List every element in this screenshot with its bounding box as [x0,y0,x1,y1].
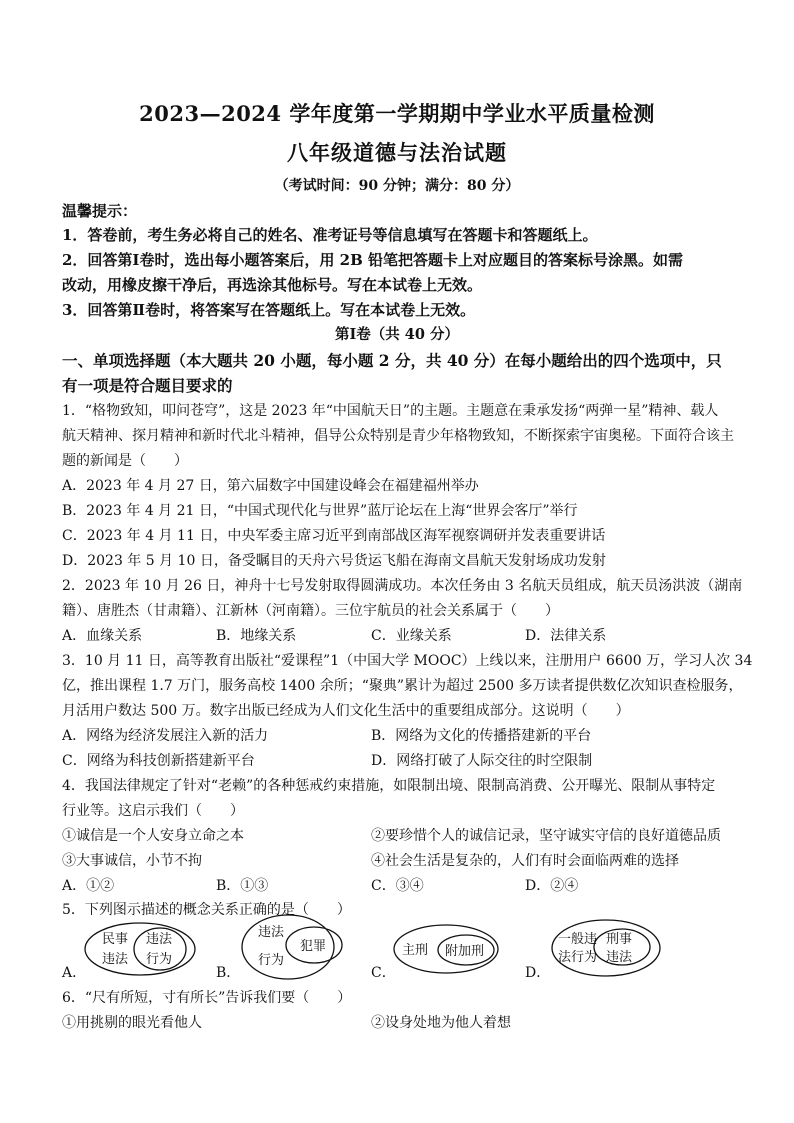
q1-stem-line1: 1．“格物致知，叩问苍穹”，这是 2023 年“中国航天日”的主题。主题意在秉承发扬“两弹一星”精神、载人 [62,403,719,419]
q4-statement-3: ③大事诚信，小节不拘 [62,853,202,869]
tip-2-line1: 2．回答第Ⅰ卷时，选出每小题答案后，用 2B 铅笔把答题卡上对应题目的答案标号涂黑。如需 [62,251,684,269]
exam-title: 2023—2024 学年度第一学期期中学业水平质量检测 [139,101,655,126]
diagram-c-inner-label: 附加刑 [445,944,485,959]
section-heading-line1: 一、单项选择题（本大题共 20 小题，每小题 2 分，共 40 分）在每小题给出的四个选项中，只 [62,351,722,370]
diagram-d-inner-label: 刑事 [606,932,633,947]
diagram-d-outer-label2: 法行为 [558,950,598,965]
q5-diagram-a [82,920,202,978]
exam-time-info: （考试时间：90 分钟；满分：80 分） [274,178,520,194]
q2-option-b: B．地缘关系 [216,628,297,644]
outer-ellipse [552,920,660,976]
diagram-c-outer-label: 主刑 [402,943,429,958]
q4-statement-4: ④社会生活是复杂的，人们有时会面临两难的选择 [371,853,679,869]
section-heading-line2: 有一项是符合题目要求的 [62,376,233,395]
q3-option-b: B．网络为文化的传播搭建新的平台 [371,728,592,744]
q5-option-d: D． [525,965,551,981]
exam-subtitle: 八年级道德与法治试题 [287,140,507,165]
q6-stem: 6．“尺有所短，寸有所长”告诉我们要（ ） [62,990,352,1006]
diagram-a-outer-label2: 违法 [102,952,129,967]
q1-option-a: A．2023 年 4 月 27 日，第六届数字中国建设峰会在福建福州举办 [62,478,479,494]
q3-option-d: D．网络打破了人际交往的时空限制 [371,753,593,769]
q5-option-a: A． [62,965,87,981]
outer-ellipse [85,923,195,975]
q4-option-d: D．②④ [525,878,579,894]
q5-option-c: C． [371,965,396,981]
q1-option-b: B．2023 年 4 月 21 日，“中国式现代化与世界”蓝厅论坛在上海“世界会客厅”举行 [62,503,578,519]
tip-3: 3．回答第Ⅱ卷时，将答案写在答题纸上。写在本试卷上无效。 [62,301,476,319]
diagram-a-inner-label2: 行为 [146,952,173,967]
q5-diagram-b [238,912,350,982]
q3-option-a: A．网络为经济发展注入新的活力 [62,728,269,744]
q3-stem-line2: 亿，推出课程 1.7 万门，服务高校 1400 余所；“聚典”累计为超过 2500 多万读者提供数亿次知识查检服务， [62,678,743,694]
diagram-b-inner-label: 犯罪 [300,939,327,954]
q1-stem-line3: 题的新闻是（ ） [62,453,188,469]
q4-stem-line1: 4．我国法律规定了针对“老赖”的各种惩戒约束措施，如限制出境、限制高消费、公开曝光、限制从事特定 [62,778,716,794]
q4-statement-1: ①诚信是一个人安身立命之本 [62,828,244,844]
q5-diagram-d [548,916,666,980]
diagram-b-outer-label: 违法 [258,925,285,940]
q3-stem-line3: 月活用户数达 500 万。数字出版已经成为人们文化生活中的重要组成部分。这说明（ ） [62,703,630,719]
q2-option-c: C．业缘关系 [371,628,452,644]
tip-2-line2: 改动，用橡皮擦干净后，再选涂其他标号。写在本试卷上无效。 [62,276,483,294]
tips-heading: 温馨提示： [62,202,138,220]
diagram-b-outer-label2: 行为 [258,953,285,968]
q4-option-a: A．①② [62,878,115,894]
q2-stem-line2: 籍）、唐胜杰（甘肃籍）、江新林（河南籍）。三位宇航员的社会关系属于（ ） [62,603,559,619]
q4-option-b: B．①③ [216,878,269,894]
q4-option-c: C．③④ [371,878,424,894]
q3-option-c: C．网络为科技创新搭建新平台 [62,753,255,769]
q5-stem: 5．下列图示描述的概念关系正确的是（ ） [62,902,351,918]
q2-option-a: A．血缘关系 [62,628,143,644]
q6-statement-1: ①用挑剔的眼光看他人 [62,1015,202,1031]
diagram-a-outer-label: 民事 [102,932,129,947]
q5-diagram-c [390,920,510,978]
q2-option-d: D．法律关系 [525,628,607,644]
q1-stem-line2: 航天精神、探月精神和新时代北斗精神，倡导公众特别是青少年格物致知，不断探索宇宙奥秘。下面符合该主 [62,428,734,444]
q1-option-c: C．2023 年 4 月 11 日，中央军委主席习近平到南部战区海军视察调研并发表重要讲话 [62,528,606,544]
q5-option-b: B． [216,965,241,981]
q2-stem-line1: 2．2023 年 10 月 26 日，神舟十七号发射取得圆满成功。本次任务由 3 名航天员组成，航天员汤洪波（湖南 [62,578,743,594]
tip-1: 1．答卷前，考生务必将自己的姓名、准考证号等信息填写在答题卡和答题纸上。 [62,226,598,244]
q3-stem-line1: 3．10 月 11 日，高等教育出版社“爱课程”1（中国大学 MOOC）上线以来，注册用户 6600 万，学习人次 34 [62,653,753,669]
q1-option-d: D．2023 年 5 月 10 日，备受瞩目的天舟六号货运飞船在海南文昌航天发射场成功发射 [62,553,606,569]
diagram-a-inner-label: 违法 [146,932,173,947]
q6-statement-2: ②设身处地为他人着想 [371,1015,511,1031]
diagram-d-inner-label2: 违法 [606,950,633,965]
q4-statement-2: ②要珍惜个人的诚信记录，坚守诚实守信的良好道德品质 [371,828,721,844]
q4-stem-line2: 行业等。这启示我们（ ） [62,803,244,819]
part1-heading: 第Ⅰ卷（共 40 分） [334,326,460,343]
diagram-d-outer-label: 一般违 [558,932,598,947]
